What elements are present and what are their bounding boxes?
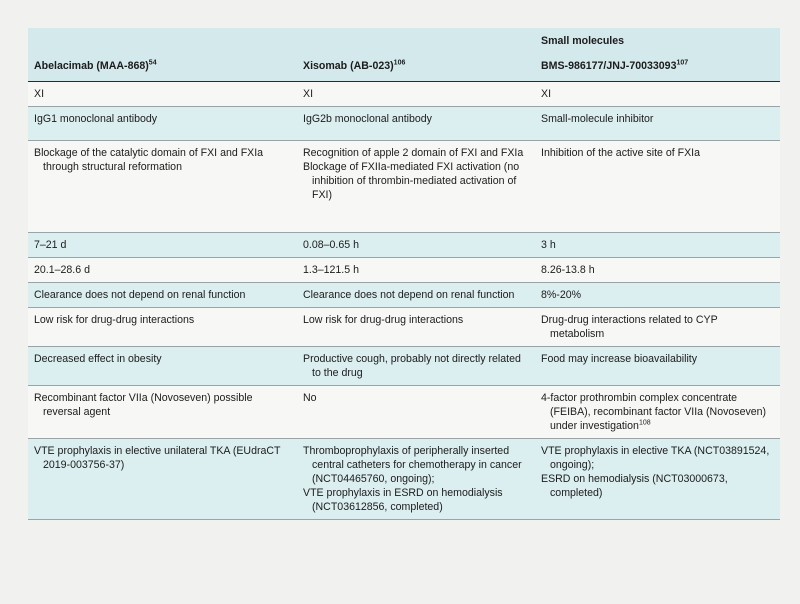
- column-header-row: [28, 53, 780, 82]
- table-cell: 4-factor prothrombin complex concentrate (FEIBA), recombinant factor VIIa (Novoseven) under investigation$^{108}$: [535, 386, 780, 439]
- table-cell: Recognition of apple 2 domain of FXI and FXIa Blockage of FXIIa-mediated FXI activation (no inhibition of thrombin-mediated activation of FXI): [297, 141, 535, 233]
- table-row: [28, 258, 780, 283]
- reference-superscript: 108: [638, 419, 651, 427]
- reference-superscript: 54: [148, 59, 157, 67]
- table-cell: 8%-20%: [535, 283, 780, 308]
- column-header-xisomab: Xisomab $(AB-023)^{106}$: [297, 53, 535, 82]
- group-header-small-molecules: Small molecules: [535, 28, 780, 53]
- table-cell: XI: [297, 82, 535, 107]
- table-cell: No: [297, 386, 535, 439]
- table-cell: Productive cough, probably not directly related to the drug: [297, 347, 535, 386]
- table-row: [28, 347, 780, 386]
- reference-superscript: 107: [676, 59, 689, 67]
- table-cell: 3 h: [535, 233, 780, 258]
- table-cell: 1.3–121.5 h: [297, 258, 535, 283]
- table-row: [28, 141, 780, 233]
- table-row: [28, 107, 780, 141]
- table-cell: VTE prophylaxis in elective unilateral TKA (EUdraCT 2019-003756-37): [28, 439, 297, 520]
- table-cell: Small-molecule inhibitor: [535, 107, 780, 141]
- table-cell: Clearance does not depend on renal function: [28, 283, 297, 308]
- column-header-bms-986177: BMS-986177/JNJ-70033093$^{107}$: [535, 53, 780, 82]
- table-cell: XI: [535, 82, 780, 107]
- column-header-abelacimab: Abelacimab $(MAA-868)^{54}$: [28, 53, 297, 82]
- group-header-cell: [28, 28, 297, 53]
- table-row: [28, 386, 780, 439]
- table-row: [28, 439, 780, 520]
- factor-xi-inhibitor-table: [28, 28, 780, 520]
- table-cell: Blockage of the catalytic domain of FXI and FXIa through structural reformation: [28, 141, 297, 233]
- comparison-table-container: [28, 28, 780, 520]
- table-cell: IgG2b monoclonal antibody: [297, 107, 535, 141]
- table-cell: 8.26-13.8 h: [535, 258, 780, 283]
- table-row: [28, 308, 780, 347]
- table-row: [28, 283, 780, 308]
- table-cell: XI: [28, 82, 297, 107]
- table-cell: Drug-drug interactions related to CYP metabolism: [535, 308, 780, 347]
- table-cell: Decreased effect in obesity: [28, 347, 297, 386]
- table-row: [28, 82, 780, 107]
- reference-superscript: 106: [393, 59, 406, 67]
- table-cell: Inhibition of the active site of FXIa: [535, 141, 780, 233]
- group-header-cell: [297, 28, 535, 53]
- table-cell: 0.08–0.65 h: [297, 233, 535, 258]
- table-cell: 20.1–28.6 d: [28, 258, 297, 283]
- group-header-row: [28, 28, 780, 53]
- table-cell: Low risk for drug-drug interactions: [297, 308, 535, 347]
- table-cell: Clearance does not depend on renal function: [297, 283, 535, 308]
- table-cell: VTE prophylaxis in elective TKA (NCT03891524, ongoing); ESRD on hemodialysis (NCT03000673, completed): [535, 439, 780, 520]
- table-row: [28, 233, 780, 258]
- table-cell: Food may increase bioavailability: [535, 347, 780, 386]
- table-cell: 7–21 d: [28, 233, 297, 258]
- table-cell: Thromboprophylaxis of peripherally inserted central catheters for chemotherapy in cancer (NCT04465760, ongoing); VTE prophylaxis in ESRD on hemodialysis (NCT03612856, completed): [297, 439, 535, 520]
- table-cell: Recombinant factor VIIa (Novoseven) possible reversal agent: [28, 386, 297, 439]
- table-cell: Low risk for drug-drug interactions: [28, 308, 297, 347]
- table-cell: IgG1 monoclonal antibody: [28, 107, 297, 141]
